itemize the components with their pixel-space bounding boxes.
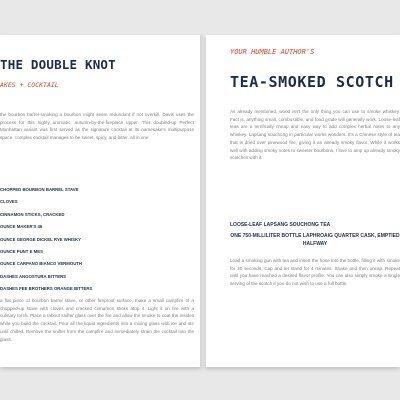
ingredient-item: CLOVES — [0, 199, 18, 205]
ingredient-list — [0, 184, 196, 296]
recipe-title: THE DOUBLE KNOT — [0, 57, 116, 72]
recipe-title: TEA-SMOKED SCOTCH — [230, 73, 394, 91]
recipe-intro: the bourbon barrel-smoking a bourbon might seem redundant if not overkill, Davis uses the process for this highly aromatic, autumn-by-the-fireplace upper. This doubled-up Perfect Manhattan variant was first served as the signature cocktail at its namesake's multipurpose space. complex cocktail manages to be sweet, spicy, and bitter, all in one — [0, 112, 194, 141]
ingredient-item: OUNCE CARPANO BIANCO VERMOUTH — [0, 261, 83, 267]
recipe-kicker: AKES + COCKTAIL — [0, 81, 59, 89]
left-page — [0, 35, 200, 367]
recipe-method: a flat piece of bourbon barrel stave, or other fireproof surface, make a small campfire of a chopped-up stave with cloves and cracked cinnamon sticks atop it. Light it on fire with a culinary torch. Place a rabout snifter glass over the fire and allow the smoke to coat the insides while you build the cocktail. Pour all the liquid ingredients into a mixing glass with ice and stir until chilled. Remove the snifter from the campfire and immediately strain the cocktail into the glass. — [0, 298, 194, 342]
right-page — [206, 35, 400, 367]
ingredient-item: OUNCE MAKER'S 46 — [0, 224, 43, 230]
book-spread — [0, 35, 400, 367]
recipe-intro: As already mentioned, wood isn't the only thing you can use to smoke whiskey. Fact is, anything small, combustible, and food grade will generally work. Loose-leaf teas are a terrifically cheap and easy way to add complex herbal notes to any whiskey. Lapsang souchong in particular works wonders. It's a Chinese style of tea that is dried over pinewood fire, giving it an already smoky flavor. While it works well with adding smoky notes to sweeter bourbons, I love to amp up already smoky scotches with it. — [230, 109, 400, 161]
ingredient-item: CINNAMON STICKS, CRACKED — [0, 211, 65, 217]
recipe-kicker: YOUR HUMBLE AUTHOR'S — [230, 48, 315, 56]
ingredient-item: ONE 750-MILLILITER BOTTLE LAPHROAIG QUARTER CASK, EMPTIED HALFWAY — [230, 233, 400, 247]
ingredient-item: CHOPPED BOURBON BARREL STAVE — [0, 187, 79, 192]
ingredient-item: DASHES FEE BROTHERS ORANGE BITTERS — [0, 286, 93, 292]
ingredient-item: LOOSE-LEAF LAPSANG SOUCHONG TEA — [230, 222, 331, 228]
recipe-method: Load a smoking gun with tea and insert the hose into the bottle, filling it with smoke for 30 seconds. Cap and let stand for 4 minutes. Shake and then uncap. Repeat until you have reached a desired flavor profile. You can also simply smoke a single serving of the scotch if you do not wish to use a full bottle. — [230, 258, 400, 287]
ingredient-item: OUNCE GEORGE DICKEL RYE WHISKY — [0, 236, 81, 242]
ingredient-item: OUNCE PUNT E MES — [0, 248, 43, 254]
ingredient-item: DASHES ANGOSTURA BITTERS — [0, 273, 67, 279]
